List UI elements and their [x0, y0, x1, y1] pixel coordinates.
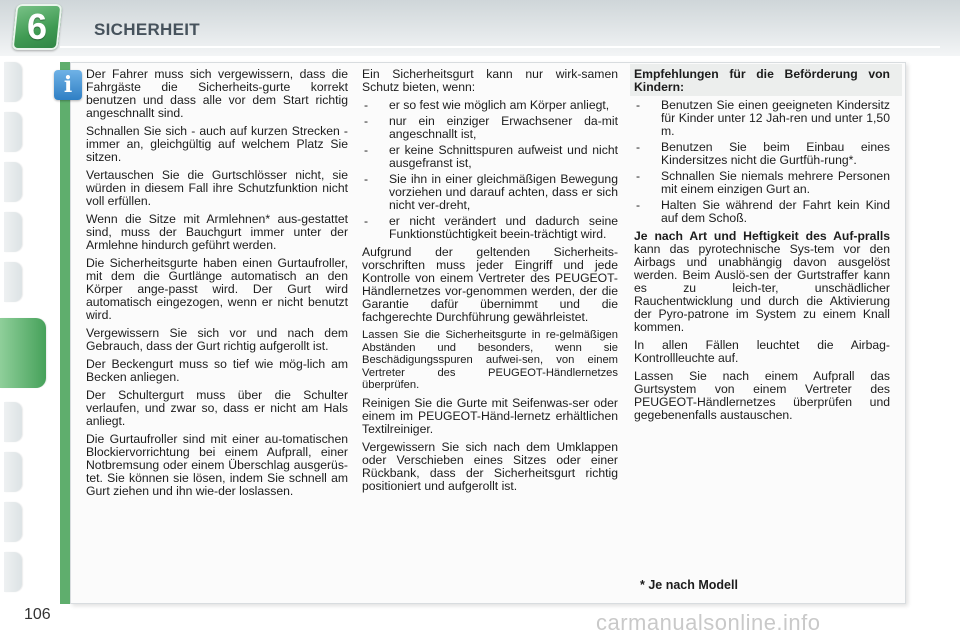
chapter-badge: [12, 4, 63, 50]
list-item: - Halten Sie während der Fahrt kein Kind auf dem Schoß.: [634, 199, 890, 225]
header-divider: [60, 46, 940, 48]
chapter-number: 6: [26, 6, 48, 47]
column-2: [362, 68, 618, 498]
paragraph: Die Sicherheitsgurte haben einen Gurtaufroller, mit dem die Gurtlänge automatisch an den Körper ange-passt wird. Der Gurt wird automatisch eingezogen, wenn er nicht benutzt wird.: [86, 256, 348, 322]
paragraph: Der Schultergurt muss über die Schulter verlaufen, und zwar so, dass er nicht am Hals anliegt.: [86, 388, 348, 428]
list-item: - er nicht verändert und dadurch seine Funktionstüchtigkeit beein-trächtigt wird.: [362, 215, 618, 241]
paragraph: Wenn die Sitze mit Armlehnen* aus-gestattet sind, muss der Bauchgurt immer unter der Armlehne hindurch geführt werden.: [86, 212, 348, 252]
side-tab[interactable]: [4, 502, 22, 542]
column-1: [86, 68, 348, 503]
paragraph: In allen Fällen leuchtet die Airbag-Kontrollleuchte auf.: [634, 338, 890, 365]
side-tab[interactable]: [4, 112, 22, 152]
paragraph: Der Fahrer muss sich vergewissern, dass die Fahrgäste die Sicherheits-gurte korrekt benutzen und dass alle vor dem Start richtig angeschnallt sind.: [86, 67, 348, 120]
side-tab[interactable]: [4, 402, 22, 442]
recommendation-list: [634, 99, 890, 225]
side-tab[interactable]: [4, 262, 22, 302]
paragraph: Schnallen Sie sich - auch auf kurzen Strecken - immer an, gleichgültig auf welchem Platz Sie sitzen.: [86, 124, 348, 164]
watermark: carmanualsonline.info: [596, 610, 821, 635]
paragraph: Vergewissern Sie sich nach dem Umklappen oder Verschieben eines Sitzes oder einer Rückbank, dass der Sicherheitsgurt richtig positioniert und aufgerollt ist.: [362, 439, 618, 493]
paragraph: Reinigen Sie die Gurte mit Seifenwas-ser oder einem im PEUGEOT-Händ-lernetz erhältlichen Textilreiniger.: [362, 395, 618, 436]
page-number: 106: [24, 606, 51, 623]
list-item: - er so fest wie möglich am Körper anliegt,: [362, 99, 618, 112]
list-item: - Schnallen Sie niemals mehrere Personen mit einem einzigen Gurt an.: [634, 170, 890, 196]
paragraph: Der Beckengurt muss so tief wie mög-lich am Becken anliegen.: [86, 357, 348, 384]
side-tab[interactable]: [4, 452, 22, 492]
condition-list: [362, 99, 618, 241]
airbag-bold-text: Je nach Art und Heftigkeit des Auf-pralls: [634, 229, 890, 243]
side-tab[interactable]: [4, 62, 22, 102]
paragraph: Ein Sicherheitsgurt kann nur wirk-samen Schutz bieten, wenn:: [362, 67, 618, 94]
side-tab-active[interactable]: [0, 318, 46, 388]
column-3: [634, 68, 890, 427]
airbag-text: kann das pyrotechnische Sys-tem vor den Airbags und unabhängig davon ausgelöst werden. Beim Auslö-sen der Gurtstraffer kann es zu leich-ter, unschädlicher Rauchentwicklung und durch die Aktivierung der Pyro-patrone im System zu einem Knall kommen.: [634, 242, 890, 334]
paragraph: Vertauschen Sie die Gurtschlösser nicht, sie würden in diesem Fall ihre Schutzfunktion nicht voll erfüllen.: [86, 168, 348, 208]
side-tab[interactable]: [4, 162, 22, 202]
list-item: - er keine Schnittspuren aufweist und nicht ausgefranst ist,: [362, 144, 618, 170]
green-strip: [60, 62, 70, 604]
list-item: - nur ein einziger Erwachsener da-mit angeschnallt ist,: [362, 115, 618, 141]
paragraph: Vergewissern Sie sich vor und nach dem Gebrauch, dass der Gurt richtig aufgerollt ist.: [86, 326, 348, 353]
note-paragraph: Lassen Sie die Sicherheitsgurte in re-gelmäßigen Abständen und besonders, wenn sie Beschädigungsspuren aufwei-sen, von einem Vertreter des PEUGEOT-Händlernetzes überprüfen.: [362, 329, 618, 391]
list-item: - Benutzen Sie beim Einbau eines Kindersitzes nicht die Gurtfüh-rung*.: [634, 141, 890, 167]
info-icon: i: [54, 70, 82, 100]
list-item: - Sie ihn in einer gleichmäßigen Bewegung vorziehen und darauf achten, dass er sich nicht ver-dreht,: [362, 173, 618, 212]
chapter-title: SICHERHEIT: [94, 20, 200, 39]
footnote: * Je nach Modell: [640, 578, 738, 592]
paragraph: Aufgrund der geltenden Sicherheits-vorschriften muss jeder Eingriff und jede Kontrolle von einem Vertreter des PEUGEOT-Händlernetzes vor-genommen werden, der die Garantie dafür übernimmt und die fachgerechte Durchführung gewährleistet.: [362, 245, 618, 324]
side-tab[interactable]: [4, 212, 22, 252]
section-heading: Empfehlungen für die Beförderung von Kindern:: [634, 67, 890, 94]
paragraph: Lassen Sie nach einem Aufprall das Gurtsystem von einem Vertreter des PEUGEOT-Händlernetzes überprüfen und gegebenenfalls austauschen.: [634, 369, 890, 422]
list-item: - Benutzen Sie einen geeigneten Kindersitz für Kinder unter 12 Jah-ren und unter 1,50 m.: [634, 99, 890, 138]
airbag-paragraph: [634, 230, 890, 334]
side-tab[interactable]: [4, 552, 22, 592]
paragraph: Die Gurtaufroller sind mit einer au-tomatischen Blockiervorrichtung bei einem Aufprall, einer Notbremsung oder einem Überschlag ausgerüs-tet. Sie können sie lösen, indem Sie schnell am Gurt ziehen und ihn wie-der loslassen.: [86, 432, 348, 498]
